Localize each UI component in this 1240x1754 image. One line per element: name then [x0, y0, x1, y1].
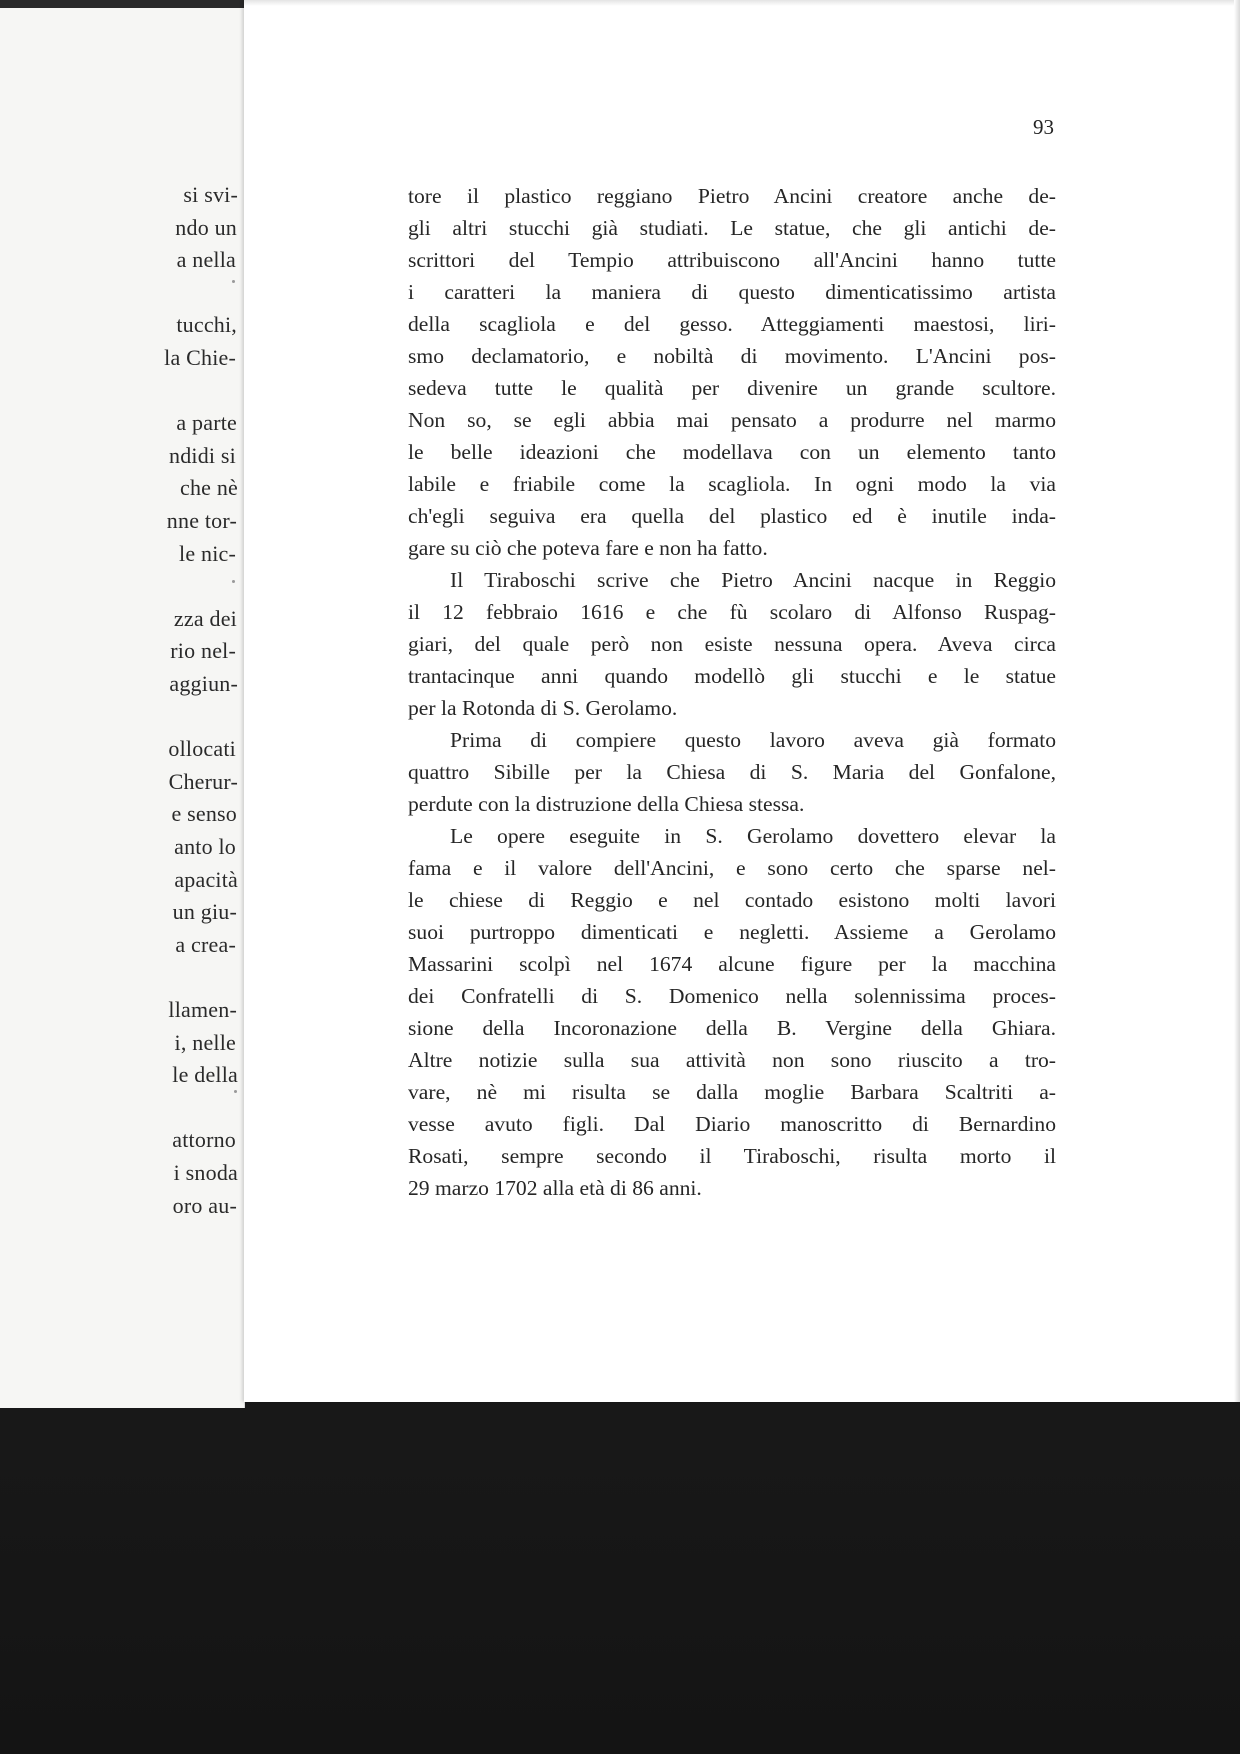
left-page-fragment: e senso	[171, 801, 237, 827]
left-page-fragment: Cherur-	[168, 768, 238, 794]
text-line: Prima di compiere questo lavoro aveva già formato	[450, 728, 1056, 752]
paragraph	[408, 724, 1056, 820]
text-line: smo declamatorio, e nobiltà di movimento. L'Ancini pos-	[408, 344, 1056, 368]
left-page-fragment: nne tor-	[166, 508, 237, 533]
text-line: Non so, se egli abbia mai pensato a produrre nel marmo	[408, 408, 1056, 432]
gutter-mark	[232, 580, 235, 583]
text-line: quattro Sibille per la Chiesa di S. Maria del Gonfalone,	[408, 760, 1056, 784]
left-page-fragment: anto lo	[174, 834, 236, 859]
left-page-fragment: oro au-	[172, 1192, 237, 1218]
text-line: Il Tiraboschi scrive che Pietro Ancini nacque in Reggio	[450, 568, 1056, 592]
paragraph	[408, 564, 1056, 724]
text-line: 29 marzo 1702 alla età di 86 anni.	[408, 1176, 702, 1200]
text-line: labile e friabile come la scagliola. In ogni modo la via	[408, 472, 1056, 496]
text-line: fama e il valore dell'Ancini, e sono certo che sparse nel-	[408, 856, 1056, 880]
left-page-fragment: ndo un	[175, 214, 237, 240]
paragraph	[408, 180, 1056, 564]
text-line: della scagliola e del gesso. Atteggiamenti maestosi, liri-	[408, 312, 1056, 336]
gutter-mark	[234, 1090, 237, 1093]
text-line: le chiese di Reggio e nel contado esistono molti lavori	[408, 888, 1056, 912]
left-page-fragment: i, nelle	[174, 1029, 236, 1055]
left-page-fragment: apacità	[174, 866, 238, 892]
left-page-fragment: a parte	[176, 410, 237, 436]
text-line: trantacinque anni quando modellò gli stucchi e le statue	[408, 664, 1056, 688]
text-line: Rosati, sempre secondo il Tiraboschi, risulta morto il	[408, 1144, 1056, 1168]
text-line: suoi purtroppo dimenticati e negletti. Assieme a Gerolamo	[408, 920, 1056, 944]
text-line: le belle ideazioni che modellava con un elemento tanto	[408, 440, 1056, 464]
text-line: gare su ciò che poteva fare e non ha fatto.	[408, 536, 768, 560]
left-page-fragment: aggiun-	[169, 671, 238, 696]
left-page-fragment: a nella	[176, 247, 236, 273]
gutter-mark	[232, 280, 235, 283]
left-page-fragment: zza dei	[173, 605, 237, 631]
text-line: dei Confratelli di S. Domenico nella solennissima proces-	[408, 984, 1056, 1008]
left-page-fragment: a crea-	[175, 931, 236, 957]
page-number: 93	[1033, 115, 1054, 139]
text-line: giari, del quale però non esiste nessuna opera. Aveva circa	[408, 632, 1056, 656]
text-line: per la Rotonda di S. Gerolamo.	[408, 696, 678, 720]
left-page-fragment: che nè	[180, 475, 238, 501]
left-page	[0, 8, 245, 1408]
left-page-fragment: ndidi si	[169, 442, 236, 468]
page-top-edge	[244, 0, 1240, 6]
text-line: sione della Incoronazione della B. Vergine della Ghiara.	[408, 1016, 1056, 1040]
left-page-fragment: le della	[172, 1062, 238, 1088]
left-page-fragment: tucchi,	[176, 312, 237, 338]
body-text	[408, 180, 1056, 1204]
text-line: il 12 febbraio 1616 e che fù scolaro di Alfonso Ruspag-	[408, 600, 1056, 624]
left-page-fragment: i snoda	[173, 1160, 238, 1185]
left-page-fragment: le nic-	[179, 540, 236, 566]
text-line: Massarini scolpì nel 1674 alcune figure per la macchina	[408, 952, 1056, 976]
text-line: tore il plastico reggiano Pietro Ancini creatore anche de-	[408, 184, 1056, 208]
left-page-fragment: la Chie-	[164, 345, 236, 370]
left-page-fragment: ollocati	[168, 736, 236, 762]
text-line: scrittori del Tempio attribuiscono all'Ancini hanno tutte	[408, 248, 1056, 272]
left-page-fragment: si svi-	[183, 182, 238, 207]
left-page-fragment: rio nel-	[170, 638, 236, 664]
text-line: vare, nè mi risulta se dalla moglie Barbara Scaltriti a-	[408, 1080, 1056, 1104]
page-right-edge	[1234, 0, 1240, 1402]
text-line: ch'egli seguiva era quella del plastico ed è inutile inda-	[408, 504, 1056, 528]
left-page-fragment: llamen-	[168, 997, 237, 1022]
paragraph	[408, 820, 1056, 1204]
text-line: gli altri stucchi già studiati. Le statue, che gli antichi de-	[408, 216, 1056, 240]
text-line: sedeva tutte le qualità per divenire un grande scultore.	[408, 376, 1056, 400]
text-line: perdute con la distruzione della Chiesa stessa.	[408, 792, 805, 816]
text-line: i caratteri la maniera di questo dimenticatissimo artista	[408, 280, 1056, 304]
text-line: Le opere eseguite in S. Gerolamo dovettero elevar la	[450, 824, 1056, 848]
text-line: vesse avuto figli. Dal Diario manoscritto di Bernardino	[408, 1112, 1056, 1136]
left-page-fragment: attorno	[172, 1127, 236, 1153]
text-line: Altre notizie sulla sua attività non sono riuscito a tro-	[408, 1048, 1056, 1072]
left-page-fragment: un giu-	[172, 899, 237, 925]
right-page	[244, 0, 1240, 1402]
